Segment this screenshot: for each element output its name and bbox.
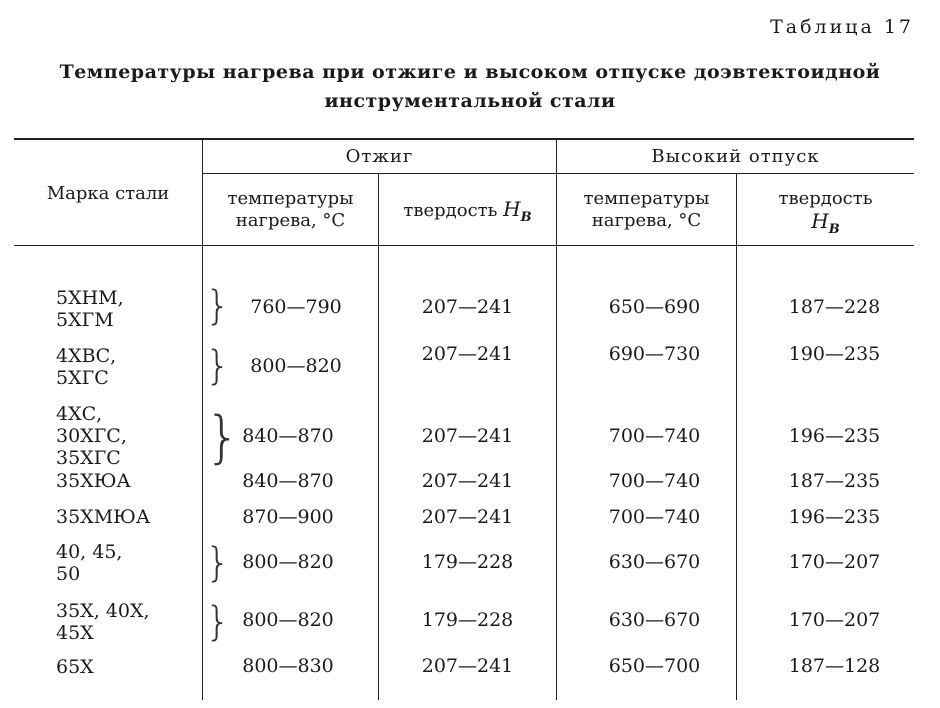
table-row-7-anneal-hb: 179—228 [421, 609, 514, 631]
table-row-4-temper-temp: 700—740 [608, 470, 701, 492]
header-temper-heating-temp-line-2: нагрева, °С [591, 210, 702, 231]
header-anneal-heating-temp-line-2: нагрева, °С [235, 210, 346, 231]
table-row-8-grade [56, 656, 94, 678]
table-row-6-temper-temp: 630—670 [608, 551, 701, 573]
table-row-4-grade [56, 470, 131, 492]
table-row-3-anneal-hb: 207—241 [421, 425, 514, 447]
table-row-1-anneal-hb: 207—241 [421, 296, 514, 318]
table-row-6-anneal-temp: 800—820 [242, 551, 334, 573]
table-row-4-temper-hb: 187—235 [788, 470, 881, 492]
table-row-3-anneal-temp: 840—870 [242, 425, 334, 447]
grade-line: 50 [56, 563, 81, 585]
hardness-label: твердость [778, 188, 873, 209]
brace-icon: } [205, 599, 231, 645]
hardness-label: твердость [403, 200, 498, 221]
brace-icon: } [205, 540, 231, 586]
table-row-5-anneal-temp: 870—900 [242, 506, 334, 528]
hardness-symbol [737, 210, 914, 241]
table-row-1-temper-hb: 187—228 [788, 296, 881, 318]
table-row-6-anneal-hb: 179—228 [421, 551, 514, 573]
table-row-8-anneal-hb: 207—241 [421, 655, 514, 677]
table-row-6-temper-hb: 170—207 [788, 551, 881, 573]
grade-line: 5ХГМ [56, 309, 114, 331]
table-row-3-temper-temp: 700—740 [608, 425, 701, 447]
group-header-rule [203, 173, 914, 174]
header-bottom-rule [14, 245, 914, 246]
table-row-5-grade [56, 506, 150, 528]
header-temper-heating-temp-line-1: температуры [583, 188, 710, 209]
hardness-symbol-sub: B [520, 210, 532, 225]
grade-line: 45Х [56, 622, 94, 644]
table-row-3-temper-hb: 196—235 [788, 425, 881, 447]
header-high-tempering: Высокий отпуск [651, 146, 820, 167]
grade-line: 65Х [56, 656, 94, 678]
table-row-8-temper-hb: 187—128 [788, 655, 881, 677]
header-anneal-heating-temp [203, 188, 378, 232]
grade-line: 40, 45, [56, 541, 123, 563]
table-top-rule [14, 138, 914, 140]
grade-line: 30ХГС, [56, 425, 127, 447]
table-row-4-anneal-temp: 840—870 [242, 470, 334, 492]
table-row-1-temper-temp: 650—690 [608, 296, 701, 318]
grade-line: 35ХМЮА [56, 506, 151, 528]
grade-line: 4ХС, [56, 403, 103, 425]
table-title-line-1: Температуры нагрева при отжиге и высоком отпуске доэвтектоидной [59, 61, 881, 83]
hardness-symbol-letter: H [503, 197, 521, 221]
grade-line: 35Х, 40Х, [56, 600, 150, 622]
grade-line: 5ХНМ, [56, 287, 124, 309]
table-title-line-2: инструментальной стали [324, 90, 616, 112]
table-row-5-anneal-hb: 207—241 [421, 506, 514, 528]
table-row-1-anneal-temp: 760—790 [250, 296, 342, 318]
table-row-8-temper-temp: 650—700 [608, 655, 701, 677]
table-row-2-grade [56, 345, 116, 389]
table-row-5-temper-temp: 700—740 [608, 506, 701, 528]
header-temper-hardness [737, 188, 914, 241]
brace-icon: } [205, 343, 231, 389]
table-row-2-anneal-hb: 207—241 [421, 343, 514, 365]
table-row-3-grade [56, 403, 127, 469]
grade-line: 5ХГС [56, 367, 109, 389]
table-row-1-grade [56, 287, 124, 331]
table-row-2-temper-hb: 190—235 [788, 343, 881, 365]
grade-line: 4ХВС, [56, 345, 117, 367]
table-row-6-grade [56, 541, 122, 585]
header-anneal-heating-temp-line-1: температуры [227, 188, 354, 209]
table-row-7-temper-hb: 170—207 [788, 609, 881, 631]
brace-icon: } [205, 283, 231, 329]
table-row-7-temper-temp: 630—670 [608, 609, 701, 631]
header-temper-heating-temp [557, 188, 736, 232]
hardness-symbol-sub: B [828, 222, 840, 237]
header-steel-grade: Марка стали [46, 183, 170, 204]
table-row-5-temper-hb: 196—235 [788, 506, 881, 528]
table-row-4-anneal-hb: 207—241 [421, 470, 514, 492]
hardness-symbol-letter: H [811, 209, 829, 233]
table-row-2-anneal-temp: 800—820 [250, 355, 342, 377]
table-row-7-grade [56, 600, 150, 644]
brace-icon: } [205, 405, 241, 470]
grade-line: 35ХГС [56, 447, 121, 469]
table-number: Таблица 17 [770, 16, 914, 38]
header-annealing: Отжиг [345, 146, 414, 167]
hardness-symbol [503, 197, 532, 225]
table-title [30, 58, 910, 116]
grade-line: 35ХЮА [56, 470, 131, 492]
table-row-8-anneal-temp: 800—830 [242, 655, 334, 677]
header-anneal-hardness [379, 198, 556, 229]
table-row-7-anneal-temp: 800—820 [242, 609, 334, 631]
table-row-2-temper-temp: 690—730 [608, 343, 701, 365]
